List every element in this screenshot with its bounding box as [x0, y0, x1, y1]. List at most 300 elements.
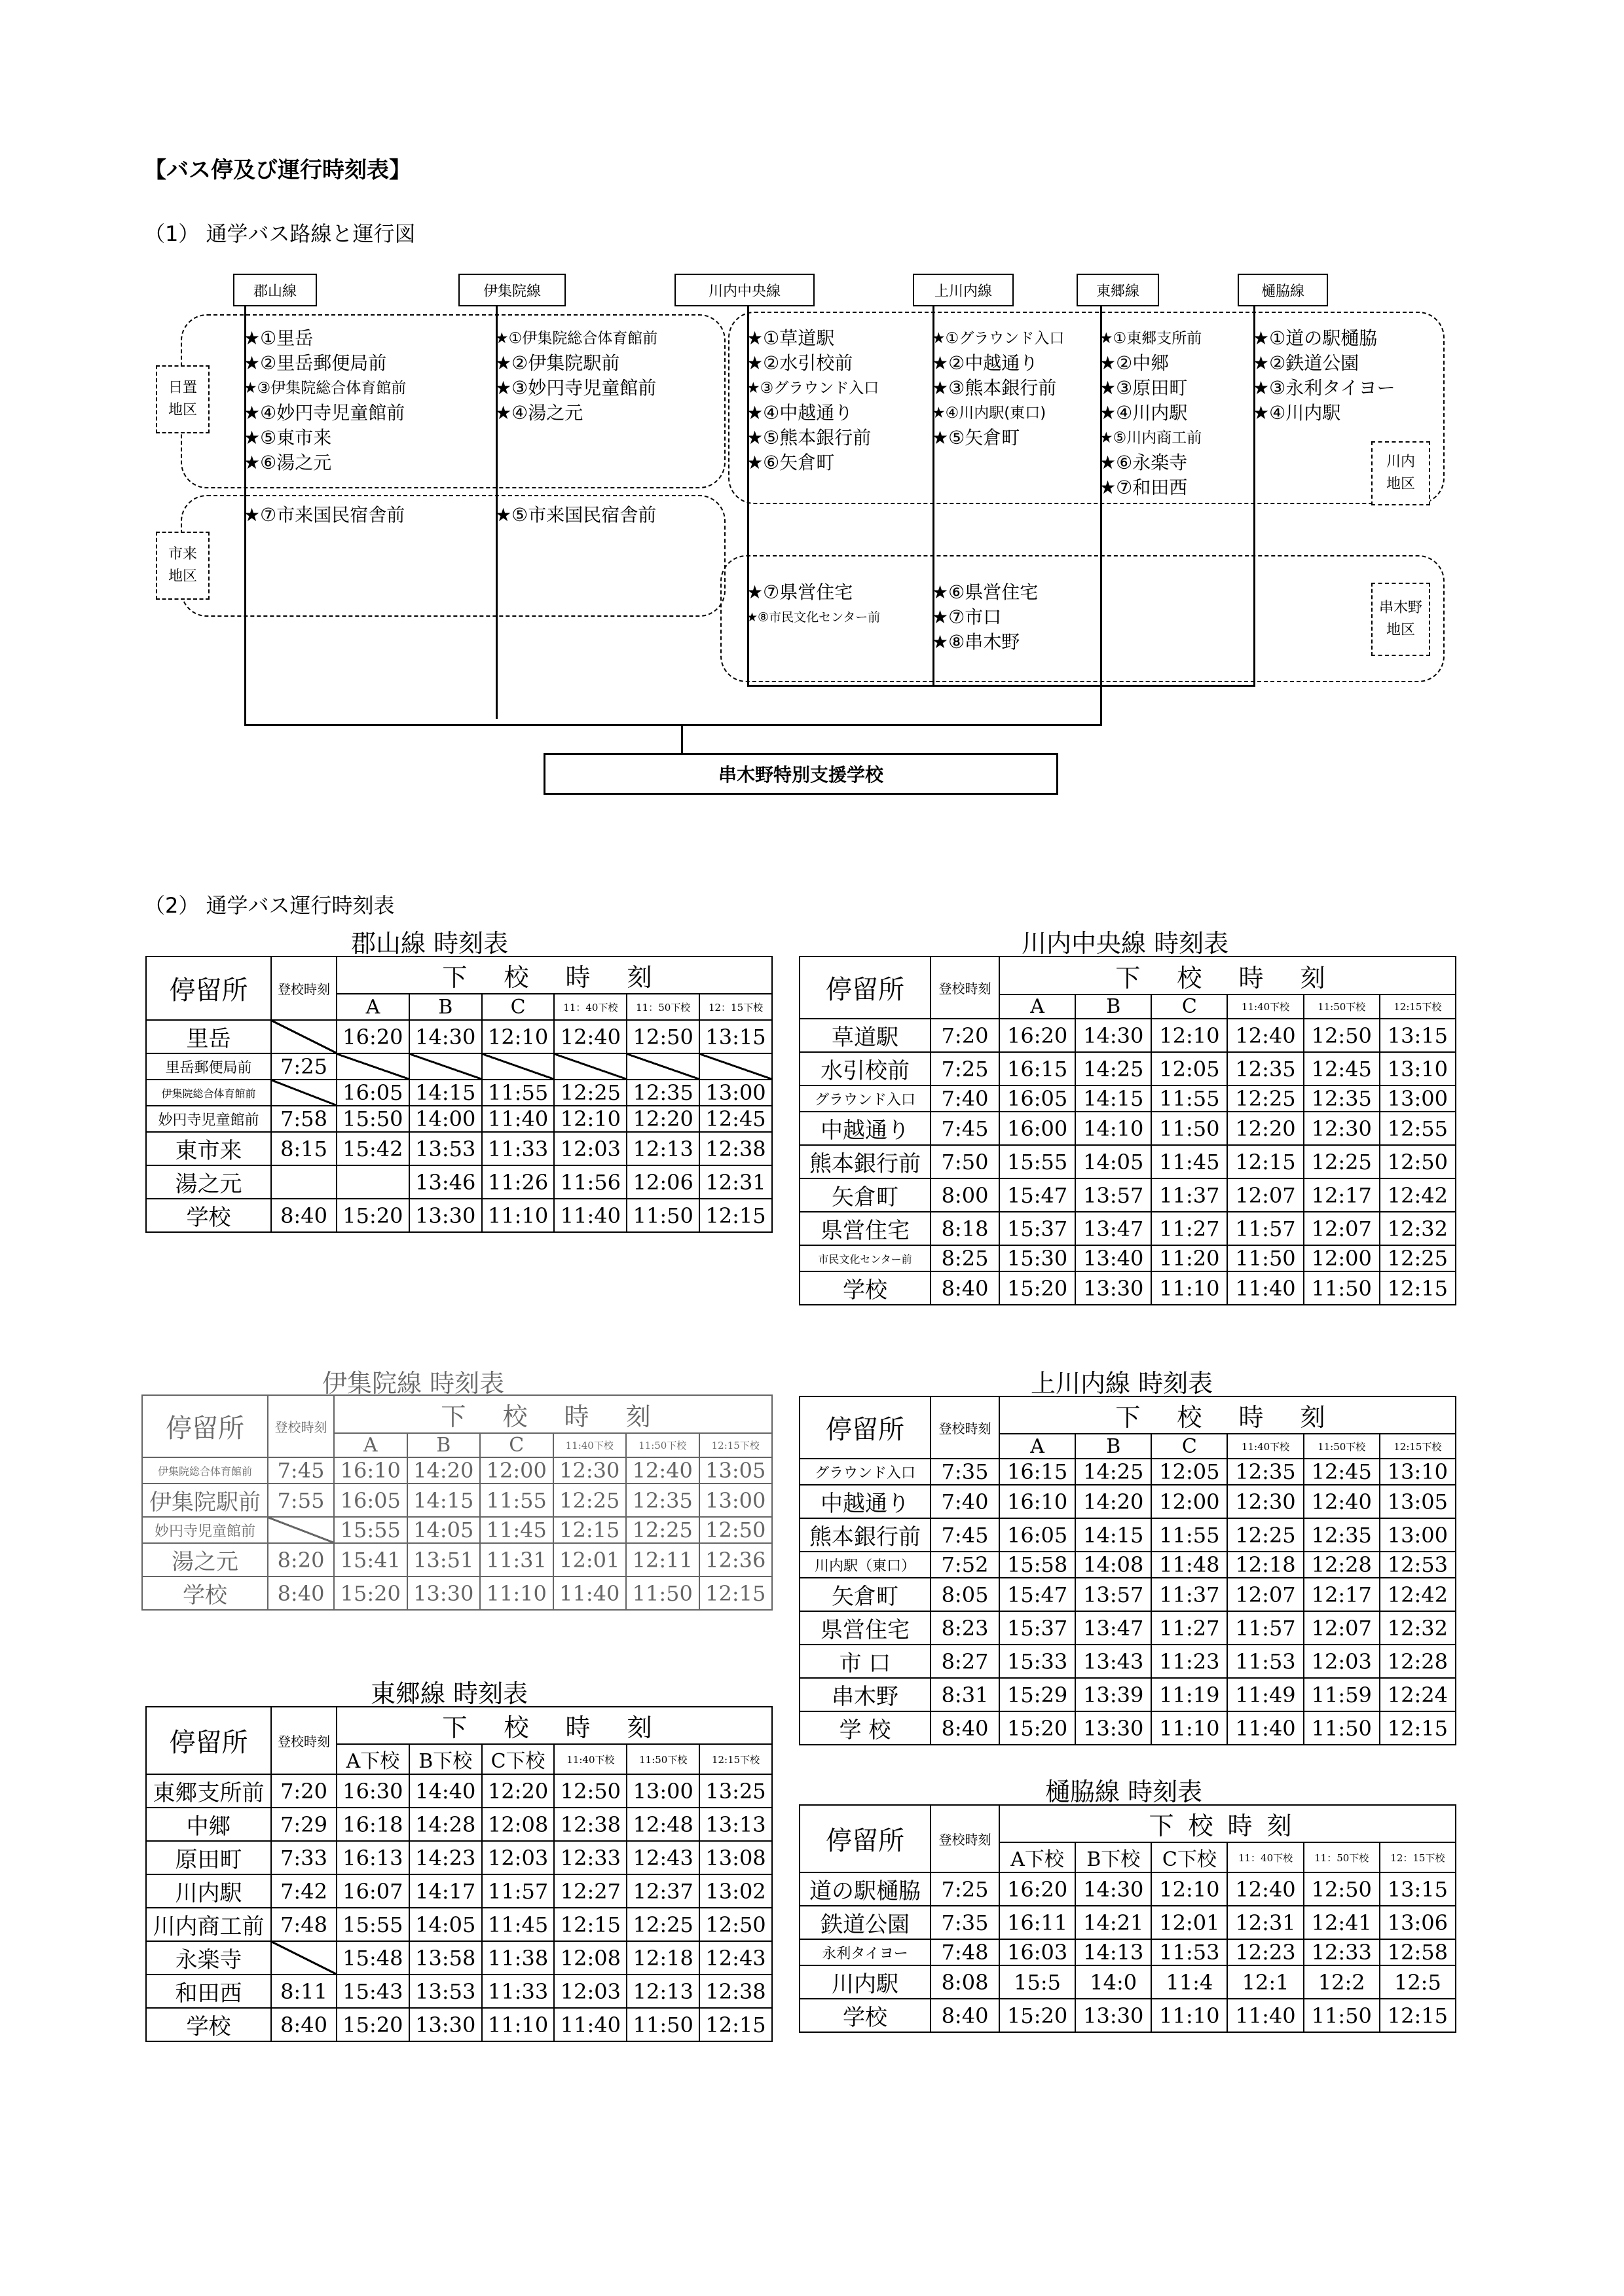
- tokou-time-cell: 8:40: [931, 1271, 999, 1305]
- table-row: [800, 1085, 1456, 1112]
- gekou-time-cell: 11:40: [1227, 1271, 1303, 1305]
- header-row: [800, 957, 1456, 994]
- gekou-time-cell: 16:15: [999, 1459, 1075, 1485]
- gekou-time-cell: 11:59: [1304, 1678, 1380, 1711]
- table-row: [146, 1199, 772, 1232]
- tokou-time-cell: 7:25: [931, 1052, 999, 1085]
- stop-name-cell: 中越通り: [800, 1485, 931, 1518]
- line-tag-koriyama: 郡山線: [233, 274, 317, 306]
- gekou-time-cell: 12:45: [699, 1106, 772, 1132]
- gekou-time-cell: 12:07: [1227, 1578, 1303, 1611]
- gekou-time-cell: 12:40: [626, 1457, 699, 1484]
- table-row: [142, 1457, 772, 1484]
- gekou-time-cell: 14:15: [409, 1080, 482, 1106]
- gekou-time-cell: 14:05: [409, 1908, 482, 1941]
- gekou-time-cell: 12:31: [699, 1165, 772, 1199]
- tt-title-sendai-chuo: 川内中央線 時刻表: [1022, 929, 1229, 958]
- gekou-time-cell: 12:20: [627, 1106, 699, 1132]
- col-header-stop: 停留所: [800, 957, 931, 1019]
- gekou-time-cell: 15:37: [999, 1212, 1075, 1245]
- table-row: [800, 1578, 1456, 1611]
- section1-title: （1） 通学バス路線と運行図: [144, 221, 416, 246]
- gekou-time-cell: 11:50: [626, 1576, 699, 1610]
- stop-togo-2: ★②中郷: [1099, 352, 1170, 374]
- timetable-kamisendai: [799, 1396, 1456, 1745]
- gekou-time-cell: 12:15: [699, 1576, 773, 1610]
- gekou-time-cell: 11:55: [1151, 1518, 1227, 1552]
- gekou-time-cell: 12:32: [1380, 1212, 1456, 1245]
- stop-togo-4: ★④川内駅: [1099, 402, 1188, 424]
- gekou-time-cell: 12:36: [699, 1543, 773, 1576]
- gekou-time-cell: 13:53: [409, 1975, 482, 2008]
- tt-title-togo: 東郷線 時刻表: [371, 1679, 528, 1708]
- gekou-time-cell: 14:28: [409, 1808, 482, 1841]
- gekou-time-cell: 14:40: [409, 1774, 482, 1808]
- col-header-stop: 停留所: [800, 1805, 931, 1872]
- table-row: [146, 2008, 772, 2041]
- col-header-1: B: [409, 994, 482, 1020]
- gekou-time-cell: 12:41: [1304, 1906, 1380, 1939]
- gekou-time-cell: 12:1: [1227, 1965, 1303, 1999]
- stop-togo-5: ★⑤川内商工前: [1099, 429, 1202, 446]
- col-header-4: 11:50下校: [626, 1433, 699, 1457]
- col-header-stop: 停留所: [800, 1396, 931, 1459]
- gekou-time-cell: 12:03: [482, 1841, 555, 1874]
- gekou-time-cell: 13:25: [699, 1774, 772, 1808]
- stop-name-cell: 草道駅: [800, 1019, 931, 1052]
- gekou-time-cell: 13:58: [409, 1941, 482, 1975]
- tokou-time-cell: 8:40: [271, 1199, 337, 1232]
- col-header-1: B: [407, 1433, 481, 1457]
- gekou-time-cell: 13:10: [1380, 1052, 1456, 1085]
- col-header-4: 11:50下校: [1304, 994, 1380, 1019]
- tt-title-hiwaki: 樋脇線 時刻表: [1045, 1777, 1203, 1806]
- area-tag-kushikino: 串木野 地区: [1371, 583, 1430, 656]
- stop-ijuin-2: ★②伊集院駅前: [495, 352, 620, 374]
- stop-name-cell: 県営住宅: [800, 1611, 931, 1645]
- stop-name-cell: 伊集院総合体育館前: [146, 1080, 271, 1106]
- gekou-time-cell: 16:15: [999, 1052, 1075, 1085]
- tt-title-ijuin: 伊集院線 時刻表: [322, 1369, 505, 1398]
- gekou-time-cell: 12:35: [626, 1484, 699, 1517]
- stop-name-cell: 和田西: [146, 1975, 271, 2008]
- col-header-0: A下校: [999, 1842, 1075, 1872]
- gekou-time-cell: 13:15: [699, 1020, 772, 1053]
- stop-kamisendai-7: ★⑦市口: [932, 606, 1002, 628]
- table-row: [800, 1906, 1456, 1939]
- stop-name-cell: 矢倉町: [800, 1578, 931, 1611]
- gekou-time-cell: 13:06: [1380, 1906, 1456, 1939]
- school-connector: [244, 724, 1102, 726]
- gekou-time-cell: 16:07: [337, 1874, 409, 1908]
- gekou-time-cell: 14:17: [409, 1874, 482, 1908]
- gekou-time-cell: 12:35: [1304, 1085, 1380, 1112]
- gekou-time-cell: 13:05: [699, 1457, 773, 1484]
- gekou-time-cell: 12:40: [554, 1020, 627, 1053]
- tokou-time-cell: 7:33: [271, 1841, 337, 1874]
- gekou-time-cell: 12:40: [1227, 1872, 1303, 1906]
- stop-togo-7: ★⑦和田西: [1099, 477, 1188, 498]
- stop-name-cell: 学校: [800, 1271, 931, 1305]
- stop-name-cell: 水引校前: [800, 1052, 931, 1085]
- table-row: [800, 1872, 1456, 1906]
- gekou-time-cell: 15:47: [999, 1578, 1075, 1611]
- gekou-time-cell: 13:30: [1075, 1271, 1151, 1305]
- gekou-time-cell: 15:20: [999, 1271, 1075, 1305]
- table-row: [142, 1543, 772, 1576]
- gekou-time-cell: 11:50: [1304, 1271, 1380, 1305]
- gekou-time-cell: 12:08: [554, 1941, 627, 1975]
- gekou-time-cell: 12:15: [699, 1199, 772, 1232]
- gekou-time-cell: 11:53: [1151, 1939, 1227, 1965]
- gekou-time-cell: 13:46: [409, 1165, 482, 1199]
- tokou-time-cell: 7:20: [931, 1019, 999, 1052]
- gekou-time-cell: 15:5: [999, 1965, 1075, 1999]
- gekou-time-cell: 12:13: [627, 1975, 699, 2008]
- gekou-time-cell: 12:11: [626, 1543, 699, 1576]
- col-header-2: C下校: [482, 1744, 555, 1774]
- gekou-time-cell: 13:00: [699, 1080, 772, 1106]
- gekou-time-cell: 12:50: [554, 1774, 627, 1808]
- gekou-time-cell: 11:50: [1304, 1711, 1380, 1745]
- gekou-time-cell: 12:43: [699, 1941, 772, 1975]
- tokou-time-cell: 7:50: [931, 1145, 999, 1178]
- table-row: [146, 1106, 772, 1132]
- stop-name-cell: 原田町: [146, 1841, 271, 1874]
- gekou-time-cell: 12:50: [1304, 1019, 1380, 1052]
- gekou-time-cell: 12:08: [482, 1808, 555, 1841]
- stop-togo-1: ★①東郷支所前: [1099, 330, 1202, 347]
- col-header-4: 11：50下校: [627, 994, 699, 1020]
- gekou-time-cell: 11:10: [1151, 1999, 1227, 2032]
- gekou-time-cell: 11:26: [482, 1165, 555, 1199]
- gekou-time-cell: 14:05: [407, 1517, 481, 1543]
- gekou-time-cell: 15:48: [337, 1941, 409, 1975]
- gekou-time-cell: 12:18: [627, 1941, 699, 1975]
- gekou-time-cell: 13:30: [407, 1576, 481, 1610]
- stop-name-cell: 永利タイヨー: [800, 1939, 931, 1965]
- table-row: [146, 1165, 772, 1199]
- gekou-time-cell: 11:40: [554, 2008, 627, 2041]
- col-header-gekou: 下 校 時 刻: [999, 957, 1456, 994]
- gekou-time-cell: 12:25: [554, 1080, 627, 1106]
- gekou-time-cell: 12:30: [1227, 1485, 1303, 1518]
- stop-koriyama-7: ★⑦市来国民宿舎前: [244, 504, 405, 526]
- gekou-time-cell: 14:23: [409, 1841, 482, 1874]
- area-tag-sendai: 川内 地区: [1371, 441, 1430, 505]
- gekou-time-cell: 15:55: [337, 1908, 409, 1941]
- gekou-time-cell: 12:00: [1304, 1245, 1380, 1271]
- gekou-time-cell: 11:23: [1151, 1645, 1227, 1678]
- gekou-time-cell: 12:10: [482, 1020, 555, 1053]
- col-header-5: 12:15下校: [1380, 1434, 1456, 1459]
- gekou-time-cell: 16:18: [337, 1808, 409, 1841]
- tokou-time-cell: 8:40: [268, 1576, 334, 1610]
- gekou-time-cell: 15:43: [337, 1975, 409, 2008]
- stop-sendai-chuo-7: ★⑦県営住宅: [747, 581, 853, 603]
- col-header-5: 12：15下校: [1380, 1842, 1456, 1872]
- tokou-time-cell: 7:20: [271, 1774, 337, 1808]
- gekou-time-cell: 11:33: [482, 1132, 555, 1165]
- tokou-time-cell: 7:52: [931, 1552, 999, 1578]
- stop-ijuin-3: ★③妙円寺児童館前: [495, 377, 657, 399]
- tokou-time-cell: 7:35: [931, 1459, 999, 1485]
- gekou-time-cell: 15:42: [337, 1132, 409, 1165]
- gekou-time-cell: 11:50: [1151, 1112, 1227, 1145]
- gekou-time-cell: 12:10: [1151, 1019, 1227, 1052]
- timetable-togo: [145, 1706, 773, 2042]
- gekou-time-cell: 14:15: [1075, 1518, 1151, 1552]
- stop-name-cell: 市 口: [800, 1645, 931, 1678]
- tokou-time-cell: 8:00: [931, 1178, 999, 1212]
- gekou-time-cell: 12:35: [1304, 1518, 1380, 1552]
- table-row: [146, 1908, 772, 1941]
- gekou-time-cell: 11:40: [553, 1576, 627, 1610]
- tokou-time-cell: [271, 1080, 337, 1106]
- col-header-gekou: 下校時刻: [999, 1805, 1456, 1842]
- main-title: 【バス停及び運行時刻表】: [144, 157, 411, 183]
- gekou-time-cell: 13:00: [1380, 1085, 1456, 1112]
- col-header-tokou: 登校時刻: [931, 1396, 999, 1459]
- gekou-time-cell: 15:47: [999, 1178, 1075, 1212]
- tokou-time-cell: [271, 1165, 337, 1199]
- gekou-time-cell: 14:15: [407, 1484, 481, 1517]
- table-row: [800, 1271, 1456, 1305]
- gekou-time-cell: 16:05: [999, 1518, 1075, 1552]
- stop-kamisendai-6: ★⑥県営住宅: [932, 581, 1039, 603]
- gekou-time-cell: 13:39: [1075, 1678, 1151, 1711]
- gekou-time-cell: 12:27: [554, 1874, 627, 1908]
- col-header-2: C: [480, 1433, 553, 1457]
- header-row: [800, 1396, 1456, 1434]
- gekou-time-cell: 12:17: [1304, 1178, 1380, 1212]
- stop-name-cell: 道の駅樋脇: [800, 1872, 931, 1906]
- stop-sendai-chuo-8: ★⑧市民文化センター前: [747, 610, 881, 625]
- gekou-time-cell: 11:55: [480, 1484, 553, 1517]
- gekou-time-cell: [409, 1053, 482, 1080]
- tokou-time-cell: 7:40: [931, 1085, 999, 1112]
- gekou-time-cell: [627, 1053, 699, 1080]
- gekou-time-cell: 12:17: [1304, 1578, 1380, 1611]
- stop-name-cell: 川内商工前: [146, 1908, 271, 1941]
- gekou-time-cell: 12:15: [1380, 1271, 1456, 1305]
- gekou-time-cell: 11:10: [482, 1199, 555, 1232]
- gekou-time-cell: 15:58: [999, 1552, 1075, 1578]
- tokou-time-cell: 7:42: [271, 1874, 337, 1908]
- table-row: [146, 1053, 772, 1080]
- col-header-0: A: [334, 1433, 407, 1457]
- gekou-time-cell: 15:20: [334, 1576, 407, 1610]
- gekou-time-cell: 12:18: [1227, 1552, 1303, 1578]
- table-row: [146, 1975, 772, 2008]
- stop-koriyama-3: ★③伊集院総合体育館前: [244, 380, 407, 397]
- gekou-time-cell: 13:43: [1075, 1645, 1151, 1678]
- gekou-time-cell: 12:38: [554, 1808, 627, 1841]
- gekou-time-cell: 11:49: [1227, 1678, 1303, 1711]
- gekou-time-cell: 14:30: [1075, 1872, 1151, 1906]
- gekou-time-cell: 12:25: [553, 1484, 627, 1517]
- tokou-time-cell: 8:20: [268, 1543, 334, 1576]
- gekou-time-cell: 12:07: [1304, 1611, 1380, 1645]
- gekou-time-cell: 15:20: [999, 1711, 1075, 1745]
- gekou-time-cell: [699, 1053, 772, 1080]
- stop-name-cell: 熊本銀行前: [800, 1145, 931, 1178]
- tokou-time-cell: 8:18: [931, 1212, 999, 1245]
- col-header-3: 11:40下校: [553, 1433, 627, 1457]
- gekou-time-cell: 12:03: [554, 1975, 627, 2008]
- tokou-time-cell: 7:40: [931, 1485, 999, 1518]
- gekou-time-cell: 12:25: [1304, 1145, 1380, 1178]
- stop-sendai-chuo-3: ★③グラウンド入口: [747, 380, 879, 397]
- col-header-4: 11:50下校: [1304, 1434, 1380, 1459]
- stop-ijuin-1: ★①伊集院総合体育館前: [495, 330, 658, 347]
- stop-kamisendai-2: ★②中越通り: [932, 352, 1039, 374]
- stop-name-cell: 妙円寺児童館前: [146, 1106, 271, 1132]
- timetable-koriyama: [145, 956, 773, 1233]
- table-row: [800, 1145, 1456, 1178]
- gekou-time-cell: 14:0: [1075, 1965, 1151, 1999]
- gekou-time-cell: 12:43: [627, 1841, 699, 1874]
- tokou-time-cell: 8:40: [931, 1711, 999, 1745]
- tokou-time-cell: [268, 1517, 334, 1543]
- timetable-ijuin: [141, 1394, 773, 1611]
- gekou-time-cell: 11:27: [1151, 1611, 1227, 1645]
- tokou-time-cell: 8:27: [931, 1645, 999, 1678]
- col-header-0: A: [999, 994, 1075, 1019]
- gekou-time-cell: 15:55: [999, 1145, 1075, 1178]
- gekou-time-cell: 14:25: [1075, 1459, 1151, 1485]
- gekou-time-cell: [554, 1053, 627, 1080]
- gekou-time-cell: 12:15: [699, 2008, 772, 2041]
- stop-name-cell: 中越通り: [800, 1112, 931, 1145]
- gekou-time-cell: 15:33: [999, 1645, 1075, 1678]
- gekou-time-cell: 16:20: [337, 1020, 409, 1053]
- gekou-time-cell: 16:05: [999, 1085, 1075, 1112]
- gekou-time-cell: 12:25: [1227, 1518, 1303, 1552]
- gekou-time-cell: 16:30: [337, 1774, 409, 1808]
- stop-koriyama-1: ★①里岳: [244, 327, 314, 349]
- gekou-time-cell: 13:30: [1075, 1711, 1151, 1745]
- gekou-time-cell: 12:48: [627, 1808, 699, 1841]
- col-header-3: 11：40下校: [1227, 1842, 1303, 1872]
- gekou-time-cell: 13:15: [1380, 1019, 1456, 1052]
- gekou-time-cell: 13:30: [1075, 1999, 1151, 2032]
- gekou-time-cell: 13:08: [699, 1841, 772, 1874]
- col-header-4: 11：50下校: [1304, 1842, 1380, 1872]
- gekou-time-cell: 11:40: [1227, 1999, 1303, 2032]
- tokou-time-cell: 8:15: [271, 1132, 337, 1165]
- gekou-time-cell: 15:20: [999, 1999, 1075, 2032]
- col-header-3: 11:40下校: [554, 1744, 627, 1774]
- table-row: [800, 1939, 1456, 1965]
- gekou-time-cell: 12:35: [1227, 1052, 1303, 1085]
- gekou-time-cell: 14:13: [1075, 1939, 1151, 1965]
- gekou-time-cell: 11:57: [1227, 1212, 1303, 1245]
- gekou-time-cell: 14:20: [407, 1457, 481, 1484]
- gekou-time-cell: 12:50: [1380, 1145, 1456, 1178]
- gekou-time-cell: 11:45: [1151, 1145, 1227, 1178]
- table-row: [800, 1965, 1456, 1999]
- tokou-time-cell: 7:58: [271, 1106, 337, 1132]
- col-header-5: 12:15下校: [1380, 994, 1456, 1019]
- col-header-gekou: 下 校 時 刻: [337, 1707, 772, 1744]
- col-header-0: A下校: [337, 1744, 409, 1774]
- gekou-time-cell: 12:32: [1380, 1611, 1456, 1645]
- stop-koriyama-4: ★④妙円寺児童館前: [244, 402, 405, 424]
- line-tag-hiwaki: 樋脇線: [1238, 274, 1328, 306]
- gekou-time-cell: 14:10: [1075, 1112, 1151, 1145]
- col-header-5: 12：15下校: [699, 994, 772, 1020]
- tt-title-kamisendai: 上川内線 時刻表: [1031, 1369, 1213, 1398]
- gekou-time-cell: 12:07: [1227, 1178, 1303, 1212]
- stop-name-cell: 学校: [142, 1576, 268, 1610]
- stop-togo-3: ★③原田町: [1099, 377, 1188, 399]
- gekou-time-cell: 16:03: [999, 1939, 1075, 1965]
- stop-name-cell: 川内駅: [146, 1874, 271, 1908]
- gekou-time-cell: 14:08: [1075, 1552, 1151, 1578]
- gekou-time-cell: 11:20: [1151, 1245, 1227, 1271]
- gekou-time-cell: 11:10: [482, 2008, 555, 2041]
- gekou-time-cell: 15:29: [999, 1678, 1075, 1711]
- gekou-time-cell: 12:30: [1304, 1112, 1380, 1145]
- stop-sendai-chuo-4: ★④中越通り: [747, 402, 853, 424]
- gekou-time-cell: 12:20: [1227, 1112, 1303, 1145]
- gekou-time-cell: 11:50: [627, 1199, 699, 1232]
- stop-hiwaki-2: ★②鉄道公園: [1253, 352, 1359, 374]
- gekou-time-cell: 12:10: [554, 1106, 627, 1132]
- col-header-1: B下校: [1075, 1842, 1151, 1872]
- tokou-time-cell: [271, 1941, 337, 1975]
- tokou-time-cell: 8:23: [931, 1611, 999, 1645]
- gekou-time-cell: 12:03: [1304, 1645, 1380, 1678]
- gekou-time-cell: 11:37: [1151, 1178, 1227, 1212]
- gekou-time-cell: 12:35: [627, 1080, 699, 1106]
- stop-kamisendai-8: ★⑧串木野: [932, 631, 1020, 653]
- gekou-time-cell: 15:41: [334, 1543, 407, 1576]
- col-header-3: 11:40下校: [1227, 994, 1303, 1019]
- stop-hiwaki-3: ★③永利タイヨー: [1253, 377, 1395, 399]
- gekou-time-cell: 16:10: [334, 1457, 407, 1484]
- gekou-time-cell: [482, 1053, 555, 1080]
- stop-sendai-chuo-2: ★②水引校前: [747, 352, 853, 374]
- tokou-time-cell: 8:11: [271, 1975, 337, 2008]
- table-row: [142, 1576, 772, 1610]
- tokou-time-cell: [271, 1020, 337, 1053]
- gekou-time-cell: 16:11: [999, 1906, 1075, 1939]
- col-header-5: 12:15下校: [699, 1433, 773, 1457]
- table-row: [800, 1518, 1456, 1552]
- gekou-time-cell: 11:50: [1227, 1245, 1303, 1271]
- gekou-time-cell: 11:56: [554, 1165, 627, 1199]
- header-row: [146, 957, 772, 994]
- gekou-time-cell: 11:40: [554, 1199, 627, 1232]
- gekou-time-cell: 12:45: [1304, 1052, 1380, 1085]
- table-row: [800, 1019, 1456, 1052]
- section2-title: （2） 通学バス運行時刻表: [144, 893, 395, 918]
- gekou-time-cell: 16:05: [334, 1484, 407, 1517]
- gekou-time-cell: 12:07: [1304, 1212, 1380, 1245]
- col-header-1: B: [1075, 1434, 1151, 1459]
- gekou-time-cell: 13:13: [699, 1808, 772, 1841]
- gekou-time-cell: 14:30: [409, 1020, 482, 1053]
- col-header-tokou: 登校時刻: [271, 1707, 337, 1774]
- gekou-time-cell: 12:50: [699, 1908, 772, 1941]
- stop-name-cell: 妙円寺児童館前: [142, 1517, 268, 1543]
- gekou-time-cell: 12:50: [699, 1517, 773, 1543]
- stop-name-cell: グラウンド入口: [800, 1085, 931, 1112]
- gekou-time-cell: 12:30: [553, 1457, 627, 1484]
- tokou-time-cell: 7:45: [268, 1457, 334, 1484]
